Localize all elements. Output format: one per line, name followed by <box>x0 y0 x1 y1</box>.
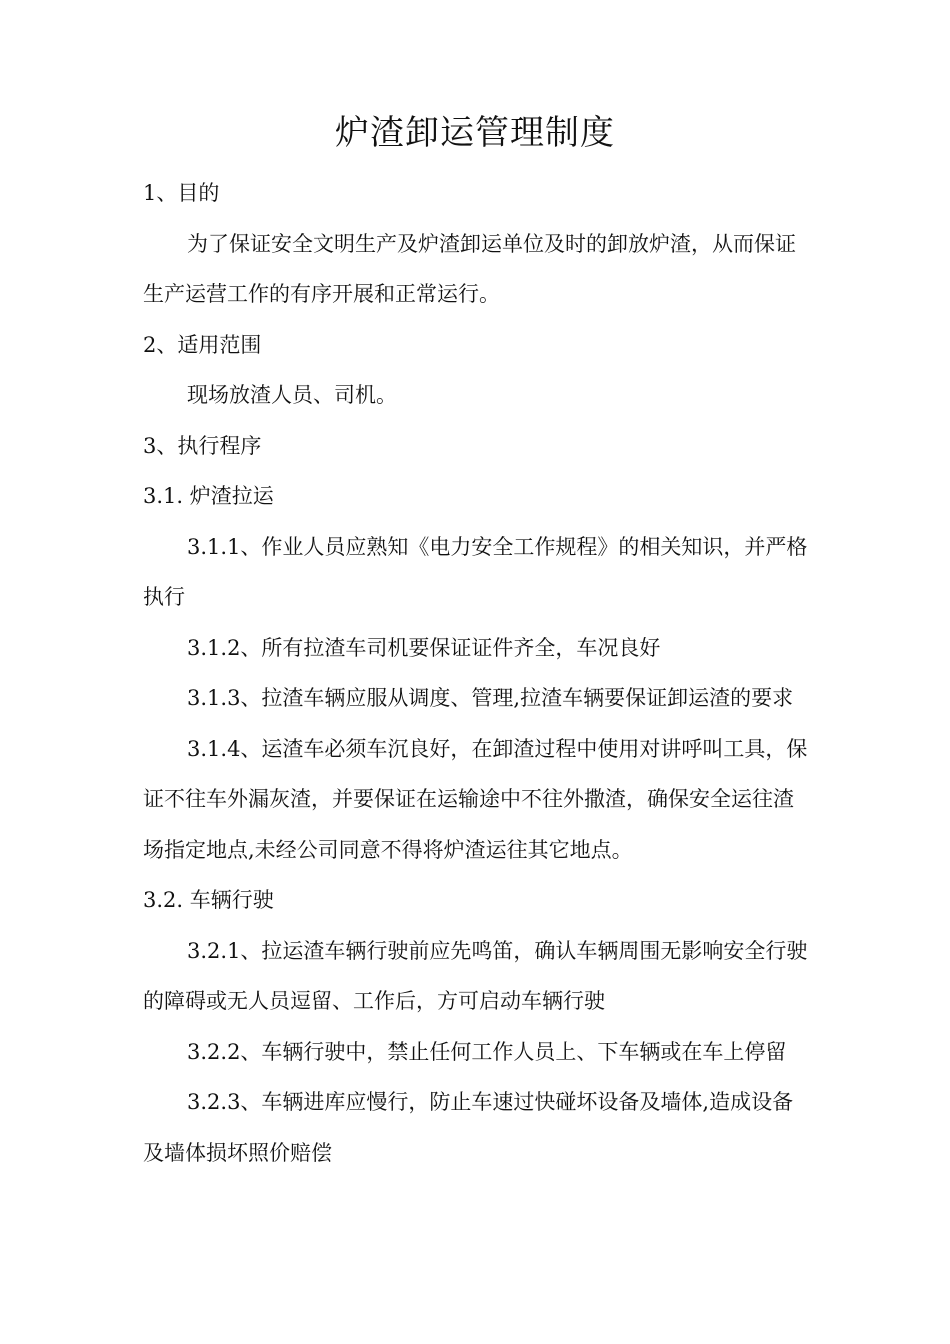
clause-3-2-2: 3.2.2、车辆行驶中，禁止任何工作人员上、下车辆或在车上停留 <box>187 1039 787 1064</box>
section-1-heading: 1、目的 <box>143 181 220 205</box>
section-3-1-heading: 3.1. 炉渣拉运 <box>143 484 274 508</box>
section-2-scope-text: 现场放渣人员、司机。 <box>187 383 397 407</box>
document-body <box>143 168 811 1178</box>
clause-3-2-3: 3.2.3、车辆进库应慢行，防止车速过快碰坏设备及墙体,造成设备及墙体损坏照价赔偿 <box>143 1090 794 1165</box>
clause-3-1-3: 3.1.3、拉渣车辆应服从调度、管理,拉渣车辆要保证卸运渣的要求 <box>187 686 794 710</box>
clause-3-2-1: 3.2.1、拉运渣车辆行驶前应先鸣笛，确认车辆周围无影响安全行驶的障碍或无人员逗留、工作后，方可启动车辆行驶 <box>143 938 808 1013</box>
clause-3-1-2: 3.1.2、所有拉渣车司机要保证证件齐全，车况良好 <box>187 635 661 660</box>
section-1-purpose-text: 为了保证安全文明生产及炉渣卸运单位及时的卸放炉渣，从而保证生产运营工作的有序开展和正常运行。 <box>143 231 796 306</box>
clause-3-1-1: 3.1.1、作业人员应熟知《电力安全工作规程》的相关知识，并严格执行 <box>143 534 808 609</box>
document-title: 炉渣卸运管理制度 <box>335 113 615 153</box>
section-2-heading: 2、适用范围 <box>143 332 262 357</box>
clause-3-1-4: 3.1.4、运渣车必须车沉良好，在卸渣过程中使用对讲呼叫工具，保证不往车外漏灰渣，并要保证在运输途中不往外撒渣，确保安全运往渣场指定地点,未经公司同意不得将炉渣运往其它地点。 <box>143 736 808 862</box>
section-3-2-heading: 3.2. 车辆行驶 <box>143 888 274 912</box>
section-3-heading: 3、执行程序 <box>143 433 262 458</box>
